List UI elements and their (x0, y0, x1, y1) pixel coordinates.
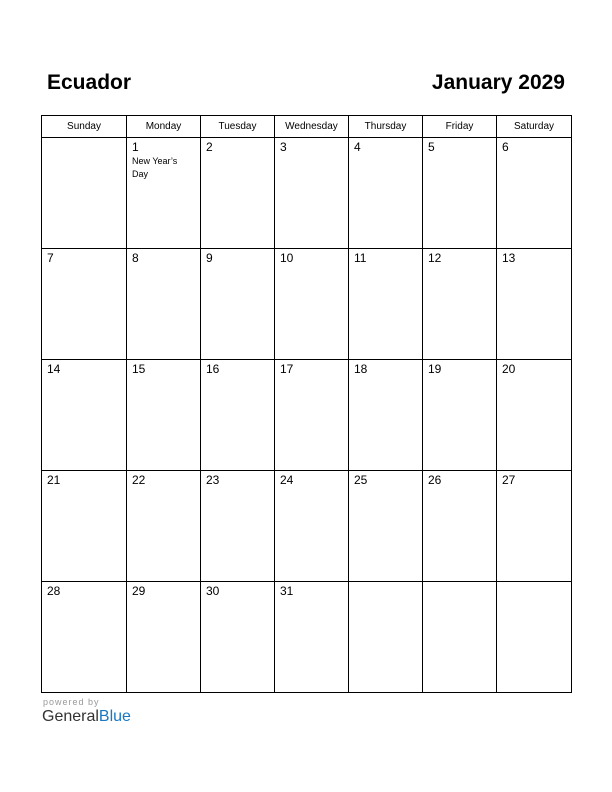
day-cell (201, 471, 275, 582)
day-number: 21 (47, 473, 61, 487)
month-title: January 2029 (431, 71, 565, 94)
day-number: 26 (428, 473, 442, 487)
day-number: 23 (206, 473, 220, 487)
week-row (42, 249, 572, 360)
day-cell (497, 471, 572, 582)
day-cell (349, 249, 423, 360)
day-number: 27 (502, 473, 516, 487)
day-number: 9 (206, 251, 213, 265)
day-number: 22 (132, 473, 146, 487)
day-number: 16 (206, 362, 220, 376)
week-row (42, 360, 572, 471)
calendar-grid (41, 115, 572, 693)
day-number: 25 (354, 473, 368, 487)
day-number: 8 (132, 251, 139, 265)
day-cell (42, 471, 127, 582)
weekday-saturday: Saturday (497, 116, 572, 138)
week-row (42, 582, 572, 693)
day-number (423, 582, 496, 585)
day-number: 6 (502, 140, 509, 154)
day-cell (201, 249, 275, 360)
day-cell (349, 360, 423, 471)
day-number: 14 (47, 362, 61, 376)
weekday-header-row (42, 116, 572, 138)
generalblue-logo[interactable] (42, 708, 131, 726)
day-number (42, 138, 126, 141)
day-number: 15 (132, 362, 146, 376)
day-number: 30 (206, 584, 220, 598)
day-number: 7 (47, 251, 54, 265)
day-number (349, 582, 422, 585)
weekday-sunday: Sunday (42, 116, 127, 138)
day-cell (497, 249, 572, 360)
day-number: 24 (280, 473, 294, 487)
day-cell (127, 138, 201, 249)
day-number: 11 (354, 251, 367, 265)
day-cell (201, 138, 275, 249)
day-cell (42, 360, 127, 471)
holiday-label: New Year’s Day (132, 156, 178, 179)
day-number: 17 (280, 362, 294, 376)
brand-general: General (42, 708, 99, 725)
day-cell (127, 582, 201, 693)
weekday-monday: Monday (127, 116, 201, 138)
day-cell (201, 360, 275, 471)
day-cell (423, 471, 497, 582)
weekday-wednesday: Wednesday (275, 116, 349, 138)
day-number: 29 (132, 584, 146, 598)
day-cell (349, 582, 423, 693)
day-cell (127, 249, 201, 360)
day-cell (275, 471, 349, 582)
day-cell (497, 360, 572, 471)
powered-by-label: powered by (43, 697, 100, 707)
day-cell (127, 471, 201, 582)
day-number: 19 (428, 362, 442, 376)
day-cell (349, 138, 423, 249)
day-cell (275, 360, 349, 471)
day-cell (201, 582, 275, 693)
day-number: 10 (280, 251, 294, 265)
weekday-thursday: Thursday (349, 116, 423, 138)
day-cell (423, 249, 497, 360)
week-row (42, 138, 572, 249)
day-number (497, 582, 571, 585)
day-cell (423, 360, 497, 471)
brand-blue: Blue (98, 708, 131, 725)
day-cell (42, 249, 127, 360)
day-cell (275, 582, 349, 693)
day-cell (497, 138, 572, 249)
week-row (42, 471, 572, 582)
weekday-friday: Friday (423, 116, 497, 138)
day-number: 12 (428, 251, 442, 265)
country-title: Ecuador (47, 71, 132, 94)
day-number: 20 (502, 362, 516, 376)
day-cell (127, 360, 201, 471)
day-cell (42, 138, 127, 249)
day-cell (42, 582, 127, 693)
day-number: 13 (502, 251, 516, 265)
day-cell (423, 138, 497, 249)
weekday-tuesday: Tuesday (201, 116, 275, 138)
day-cell (423, 582, 497, 693)
day-number: 31 (280, 584, 294, 598)
day-number: 2 (206, 140, 213, 154)
day-cell (497, 582, 572, 693)
day-number: 28 (47, 584, 61, 598)
day-cell (349, 471, 423, 582)
day-number: 3 (280, 140, 287, 154)
day-cell (275, 138, 349, 249)
day-number: 1 (132, 140, 139, 154)
day-number: 4 (354, 140, 361, 154)
day-cell (275, 249, 349, 360)
day-number: 5 (428, 140, 435, 154)
day-number: 18 (354, 362, 368, 376)
